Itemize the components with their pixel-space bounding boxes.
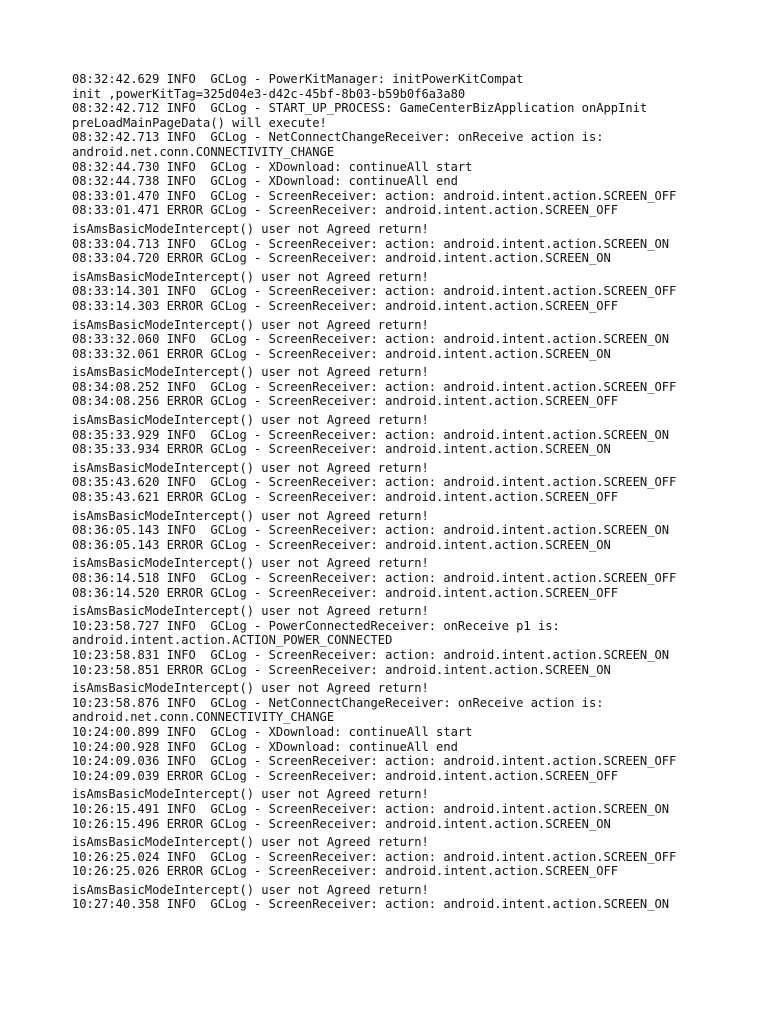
log-entry [72, 604, 712, 619]
log-entry [72, 787, 712, 802]
log-entry [72, 251, 712, 266]
log-line: 10:23:58.851 ERROR GCLog - ScreenReceiver: android.intent.action.SCREEN_ON [72, 662, 611, 677]
log-line: 08:32:42.713 INFO GCLog - NetConnectChangeReceiver: onReceive action is: [72, 130, 604, 145]
log-line: 08:32:42.629 INFO GCLog - PowerKitManager: initPowerKitCompat [72, 72, 524, 86]
log-line: 08:33:14.303 ERROR GCLog - ScreenReceiver: android.intent.action.SCREEN_OFF [72, 298, 619, 313]
log-entry [72, 365, 712, 380]
log-entry [72, 850, 712, 865]
log-entry [72, 475, 712, 490]
log-line: 10:24:00.899 INFO GCLog - XDownload: continueAll start [72, 724, 473, 739]
log-line: 08:33:14.301 INFO GCLog - ScreenReceiver: action: android.intent.action.SCREEN_OFF [72, 284, 677, 299]
log-line: 08:35:43.621 ERROR GCLog - ScreenReceiver: android.intent.action.SCREEN_OFF [72, 490, 619, 505]
log-line: 08:34:08.256 ERROR GCLog - ScreenReceiver: android.intent.action.SCREEN_OFF [72, 394, 619, 409]
log-entry [72, 461, 712, 476]
log-line: init ,powerKitTag=325d04e3-d42c-45bf-8b03-b59b0f6a3a80 [72, 86, 466, 101]
log-line: preLoadMainPageData() will execute! [72, 115, 327, 130]
log-line: 08:33:04.720 ERROR GCLog - ScreenReceiver: android.intent.action.SCREEN_ON [72, 251, 611, 266]
log-entry [72, 299, 712, 314]
log-entry [72, 284, 712, 299]
log-entry [72, 835, 712, 850]
log-line: 08:32:44.738 INFO GCLog - XDownload: continueAll end [72, 174, 458, 189]
log-entry [72, 394, 712, 409]
log-entry [72, 681, 712, 696]
log-entry [72, 509, 712, 524]
log-line: 08:35:33.934 ERROR GCLog - ScreenReceiver: android.intent.action.SCREEN_ON [72, 442, 611, 457]
log-line: 08:33:32.061 ERROR GCLog - ScreenReceiver: android.intent.action.SCREEN_ON [72, 346, 611, 361]
log-line: 10:24:09.036 INFO GCLog - ScreenReceiver: action: android.intent.action.SCREEN_OFF [72, 754, 677, 769]
log-line: 08:36:14.520 ERROR GCLog - ScreenReceiver: android.intent.action.SCREEN_OFF [72, 585, 619, 600]
log-line: 10:23:58.831 INFO GCLog - ScreenReceiver: action: android.intent.action.SCREEN_ON [72, 647, 670, 662]
log-line: isAmsBasicModeIntercept() user not Agreed return! [72, 269, 429, 284]
log-entry [72, 769, 712, 784]
log-line: isAmsBasicModeIntercept() user not Agreed return! [72, 365, 429, 380]
log-line: 10:26:25.024 INFO GCLog - ScreenReceiver: action: android.intent.action.SCREEN_OFF [72, 849, 677, 864]
log-entry [72, 817, 712, 832]
log-line: android.intent.action.ACTION_POWER_CONNECTED [72, 633, 393, 648]
log-entry [72, 490, 712, 505]
log-entry [72, 380, 712, 395]
log-entry [72, 619, 712, 648]
log-line: 08:33:01.470 INFO GCLog - ScreenReceiver: action: android.intent.action.SCREEN_OFF [72, 188, 677, 203]
log-line: 08:35:33.929 INFO GCLog - ScreenReceiver: action: android.intent.action.SCREEN_ON [72, 427, 670, 442]
log-line: 08:35:43.620 INFO GCLog - ScreenReceiver: action: android.intent.action.SCREEN_OFF [72, 475, 677, 490]
log-line: android.net.conn.CONNECTIVITY_CHANGE [72, 144, 335, 159]
log-entry [72, 648, 712, 663]
log-line: android.net.conn.CONNECTIVITY_CHANGE [72, 710, 335, 725]
log-line: 08:36:05.143 ERROR GCLog - ScreenReceiver: android.intent.action.SCREEN_ON [72, 537, 611, 552]
log-entry [72, 174, 712, 189]
log-line: 10:23:58.876 INFO GCLog - NetConnectChangeReceiver: onReceive action is: [72, 695, 604, 710]
log-entry [72, 663, 712, 678]
log-entry [72, 237, 712, 252]
log-line: 10:27:40.358 INFO GCLog - ScreenReceiver: action: android.intent.action.SCREEN_ON [72, 897, 670, 912]
log-line: 10:24:09.039 ERROR GCLog - ScreenReceiver: android.intent.action.SCREEN_OFF [72, 768, 619, 783]
log-line: 10:26:25.026 ERROR GCLog - ScreenReceiver: android.intent.action.SCREEN_OFF [72, 864, 619, 879]
log-entry [72, 897, 712, 912]
log-entry [72, 740, 712, 755]
log-line: 10:23:58.727 INFO GCLog - PowerConnectedReceiver: onReceive p1 is: [72, 618, 560, 633]
log-line: 08:36:14.518 INFO GCLog - ScreenReceiver: action: android.intent.action.SCREEN_OFF [72, 571, 677, 585]
log-entry [72, 802, 712, 817]
log-line: 10:26:15.491 INFO GCLog - ScreenReceiver: action: android.intent.action.SCREEN_ON [72, 801, 670, 816]
log-entry [72, 101, 712, 130]
log-line: isAmsBasicModeIntercept() user not Agreed return! [72, 882, 429, 897]
log-line: 08:34:08.252 INFO GCLog - ScreenReceiver: action: android.intent.action.SCREEN_OFF [72, 379, 677, 394]
log-entry [72, 222, 712, 237]
log-entry [72, 160, 712, 175]
log-text-block [72, 72, 712, 912]
log-entry [72, 523, 712, 538]
log-entry [72, 556, 712, 571]
log-line: isAmsBasicModeIntercept() user not Agreed return! [72, 508, 429, 523]
log-line: 08:33:04.713 INFO GCLog - ScreenReceiver: action: android.intent.action.SCREEN_ON [72, 236, 670, 251]
log-entry [72, 883, 712, 898]
log-line: isAmsBasicModeIntercept() user not Agreed return! [72, 787, 429, 802]
log-entry [72, 725, 712, 740]
log-entry [72, 754, 712, 769]
log-entry [72, 696, 712, 725]
log-line: isAmsBasicModeIntercept() user not Agreed return! [72, 317, 429, 332]
log-entry [72, 442, 712, 457]
log-entry [72, 571, 712, 586]
log-line: 08:33:32.060 INFO GCLog - ScreenReceiver: action: android.intent.action.SCREEN_ON [72, 332, 670, 347]
log-entry [72, 538, 712, 553]
log-entry [72, 413, 712, 428]
log-line: 10:24:00.928 INFO GCLog - XDownload: continueAll end [72, 739, 458, 754]
log-line: 08:32:42.712 INFO GCLog - START_UP_PROCESS: GameCenterBizApplication onAppInit [72, 101, 648, 116]
log-line: isAmsBasicModeIntercept() user not Agreed return! [72, 835, 429, 850]
log-entry [72, 864, 712, 879]
log-entry [72, 586, 712, 601]
log-line: isAmsBasicModeIntercept() user not Agreed return! [72, 221, 429, 236]
log-line: isAmsBasicModeIntercept() user not Agreed return! [72, 460, 429, 475]
log-entry [72, 270, 712, 285]
log-entry [72, 72, 712, 101]
log-line: 10:26:15.496 ERROR GCLog - ScreenReceiver: android.intent.action.SCREEN_ON [72, 816, 611, 831]
log-entry [72, 203, 712, 218]
log-entry [72, 332, 712, 347]
log-entry [72, 428, 712, 443]
log-entry [72, 189, 712, 204]
log-entry [72, 318, 712, 333]
log-entry [72, 347, 712, 362]
log-line: isAmsBasicModeIntercept() user not Agreed return! [72, 681, 429, 696]
log-line: 08:36:05.143 INFO GCLog - ScreenReceiver: action: android.intent.action.SCREEN_ON [72, 523, 670, 538]
log-line: isAmsBasicModeIntercept() user not Agreed return! [72, 604, 429, 619]
log-entry [72, 130, 712, 159]
log-line: isAmsBasicModeIntercept() user not Agreed return! [72, 413, 429, 428]
log-line: 08:33:01.471 ERROR GCLog - ScreenReceiver: android.intent.action.SCREEN_OFF [72, 203, 619, 218]
log-line: isAmsBasicModeIntercept() user not Agreed return! [72, 556, 429, 571]
log-line: 08:32:44.730 INFO GCLog - XDownload: continueAll start [72, 159, 473, 174]
